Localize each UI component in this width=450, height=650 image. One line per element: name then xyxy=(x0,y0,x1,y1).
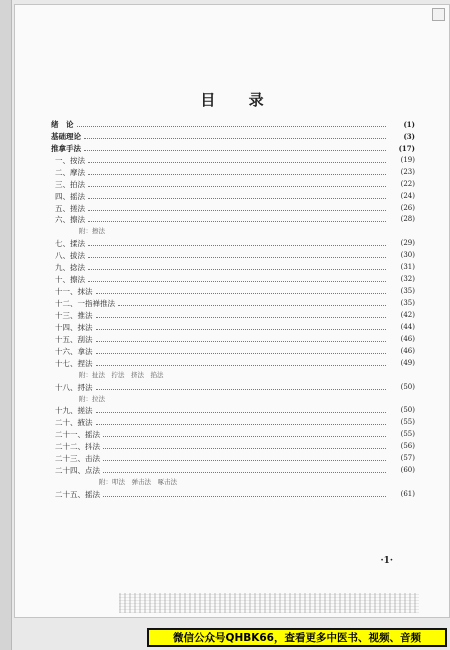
toc-sub-entry xyxy=(51,392,415,404)
toc-entry xyxy=(51,344,415,356)
toc-entry xyxy=(51,427,415,439)
toc-entry xyxy=(51,487,415,499)
document-page xyxy=(14,4,450,618)
toc-dot-leader xyxy=(96,328,387,330)
toc-entry xyxy=(51,332,415,344)
toc-entry-page: (1) xyxy=(403,119,415,129)
toc-entry-page: (56) xyxy=(400,442,415,451)
toc-dot-leader xyxy=(96,411,387,413)
toc-entry-label: 十六、拿法 xyxy=(55,346,93,356)
toc-entry-page: (29) xyxy=(400,239,415,248)
toc-entry xyxy=(51,439,415,451)
toc-dot-leader xyxy=(88,268,386,270)
toc-sub-entry xyxy=(51,368,415,380)
toc-entry xyxy=(51,308,415,320)
toc-entry xyxy=(51,451,415,463)
toc-dot-leader xyxy=(103,459,386,461)
toc-entry xyxy=(51,177,415,189)
toc-entry-page: (50) xyxy=(400,406,415,415)
toc-dot-leader xyxy=(96,352,387,354)
toc-entry-label: 二十一、摇法 xyxy=(55,430,100,440)
toc-dot-leader xyxy=(84,149,386,151)
toc-entry-label: 十、擦法 xyxy=(55,275,85,285)
toc-entry-page: (60) xyxy=(400,466,415,475)
toc-entry-page: (24) xyxy=(400,191,415,200)
watermark-banner: 微信公众号QHBK66，查看更多中医书、视频、音频 xyxy=(147,628,447,647)
toc-entry xyxy=(51,236,415,248)
toc-entry xyxy=(51,189,415,201)
toc-entry-page: (35) xyxy=(400,299,415,307)
scan-noise-strip xyxy=(119,593,419,613)
toc-entry xyxy=(51,213,415,225)
toc-entry xyxy=(51,165,415,177)
toc-entry xyxy=(51,248,415,260)
toc-entry-label: 二十二、抖法 xyxy=(55,442,100,452)
toc-entry-label: 三、拍法 xyxy=(55,179,85,189)
toc-entry-page: (55) xyxy=(400,418,415,427)
toc-entry-label: 二十四、点法 xyxy=(55,466,100,476)
toc-entry xyxy=(51,117,415,129)
toc-dot-leader xyxy=(84,137,386,139)
toc-sub-entry xyxy=(51,475,415,487)
toc-entry-label: 八、拔法 xyxy=(55,251,85,261)
toc-entry-page: (23) xyxy=(400,167,415,176)
toc-entry xyxy=(51,153,415,165)
toc-entry-label: 十九、搓法 xyxy=(55,406,93,416)
toc-entry-page: (17) xyxy=(398,143,415,153)
toc-entry-label: 七、揉法 xyxy=(55,239,85,249)
toc-entry-label: 附：扯法 拧法 挤法 掐法 xyxy=(79,370,164,379)
toc-dot-leader xyxy=(103,435,386,437)
toc-entry-label: 基础理论 xyxy=(51,131,81,141)
toc-entry-page: (32) xyxy=(400,275,415,284)
toc-entry-page: (3) xyxy=(403,131,415,141)
toc-dot-leader xyxy=(96,340,387,342)
toc-entry-label: 绪 论 xyxy=(51,119,74,129)
toc-entry xyxy=(51,201,415,213)
toc-dot-leader xyxy=(103,447,386,449)
toc-entry-page: (42) xyxy=(400,310,415,319)
toc-dot-leader xyxy=(96,292,387,294)
toc-dot-leader xyxy=(88,244,386,246)
table-of-contents xyxy=(51,117,415,499)
toc-dot-leader xyxy=(88,220,386,222)
toc-entry xyxy=(51,141,415,153)
toc-entry-page: (50) xyxy=(400,382,415,391)
toc-entry-label: 二十三、击法 xyxy=(55,454,100,464)
toc-dot-leader xyxy=(103,471,386,473)
toc-title: 目 录 xyxy=(200,91,278,109)
toc-entry-label: 四、摇法 xyxy=(55,191,85,201)
toc-dot-leader xyxy=(88,173,386,175)
toc-entry xyxy=(51,272,415,284)
viewer-side-panel xyxy=(0,0,12,650)
toc-entry-label: 十一、抹法 xyxy=(55,287,93,297)
toc-dot-leader xyxy=(96,364,387,366)
toc-entry-page: (61) xyxy=(400,490,415,498)
toc-entry-label: 二十五、摇法 xyxy=(55,490,100,499)
toc-entry-label: 二、摩法 xyxy=(55,167,85,177)
toc-entry-page: (46) xyxy=(400,334,415,343)
toc-dot-leader xyxy=(103,495,386,497)
toc-dot-leader xyxy=(88,256,386,258)
toc-dot-leader xyxy=(96,316,387,318)
toc-entry-label: 六、擦法 xyxy=(55,215,85,225)
toc-entry-page: (26) xyxy=(400,203,415,212)
toc-entry xyxy=(51,463,415,475)
toc-entry-page: (49) xyxy=(400,358,415,367)
toc-entry xyxy=(51,320,415,332)
toc-entry xyxy=(51,296,415,308)
page-corner-marker xyxy=(432,8,445,21)
toc-entry xyxy=(51,284,415,296)
toc-entry-label: 附：拉法 xyxy=(79,394,105,403)
toc-entry-page: (35) xyxy=(400,287,415,296)
toc-entry xyxy=(51,260,415,272)
toc-entry-label: 十三、推法 xyxy=(55,310,93,320)
toc-dot-leader xyxy=(77,125,387,127)
toc-entry-label: 十二、一指禅推法 xyxy=(55,299,115,308)
toc-sub-entry xyxy=(51,224,415,236)
toc-entry-page: (46) xyxy=(400,346,415,355)
toc-dot-leader xyxy=(88,209,386,211)
toc-entry-label: 十七、捏法 xyxy=(55,358,93,368)
toc-dot-leader xyxy=(118,304,386,306)
toc-entry-label: 十八、捋法 xyxy=(55,382,93,392)
page-number: ·1· xyxy=(380,556,393,566)
toc-entry-page: (57) xyxy=(400,454,415,463)
toc-entry xyxy=(51,129,415,141)
toc-entry xyxy=(51,380,415,392)
toc-dot-leader xyxy=(88,197,386,199)
toc-entry-label: 十四、抹法 xyxy=(55,322,93,332)
toc-dot-leader xyxy=(96,423,387,425)
toc-entry-page: (22) xyxy=(400,179,415,188)
toc-entry-page: (19) xyxy=(400,155,415,164)
toc-entry-label: 推拿手法 xyxy=(51,143,81,153)
toc-entry-page: (28) xyxy=(400,215,415,224)
toc-dot-leader xyxy=(88,185,386,187)
toc-entry-label: 十五、刮法 xyxy=(55,334,93,344)
toc-entry-label: 五、搓法 xyxy=(55,203,85,213)
toc-dot-leader xyxy=(88,161,386,163)
toc-entry-page: (30) xyxy=(400,251,415,260)
toc-entry-label: 一、按法 xyxy=(55,155,85,165)
toc-entry-label: 附：叩法 弹击法 啄击法 xyxy=(99,478,177,487)
toc-entry-page: (31) xyxy=(400,263,415,272)
toc-entry-page: (44) xyxy=(400,322,415,331)
toc-entry-label: 二十、掖法 xyxy=(55,418,93,428)
toc-entry xyxy=(51,404,415,416)
toc-entry-label: 附：擦法 xyxy=(79,227,105,236)
toc-entry-label: 九、捻法 xyxy=(55,263,85,273)
toc-entry xyxy=(51,356,415,368)
toc-entry-page: (55) xyxy=(400,430,415,439)
toc-dot-leader xyxy=(88,280,386,282)
toc-entry xyxy=(51,415,415,427)
toc-dot-leader xyxy=(96,388,387,390)
